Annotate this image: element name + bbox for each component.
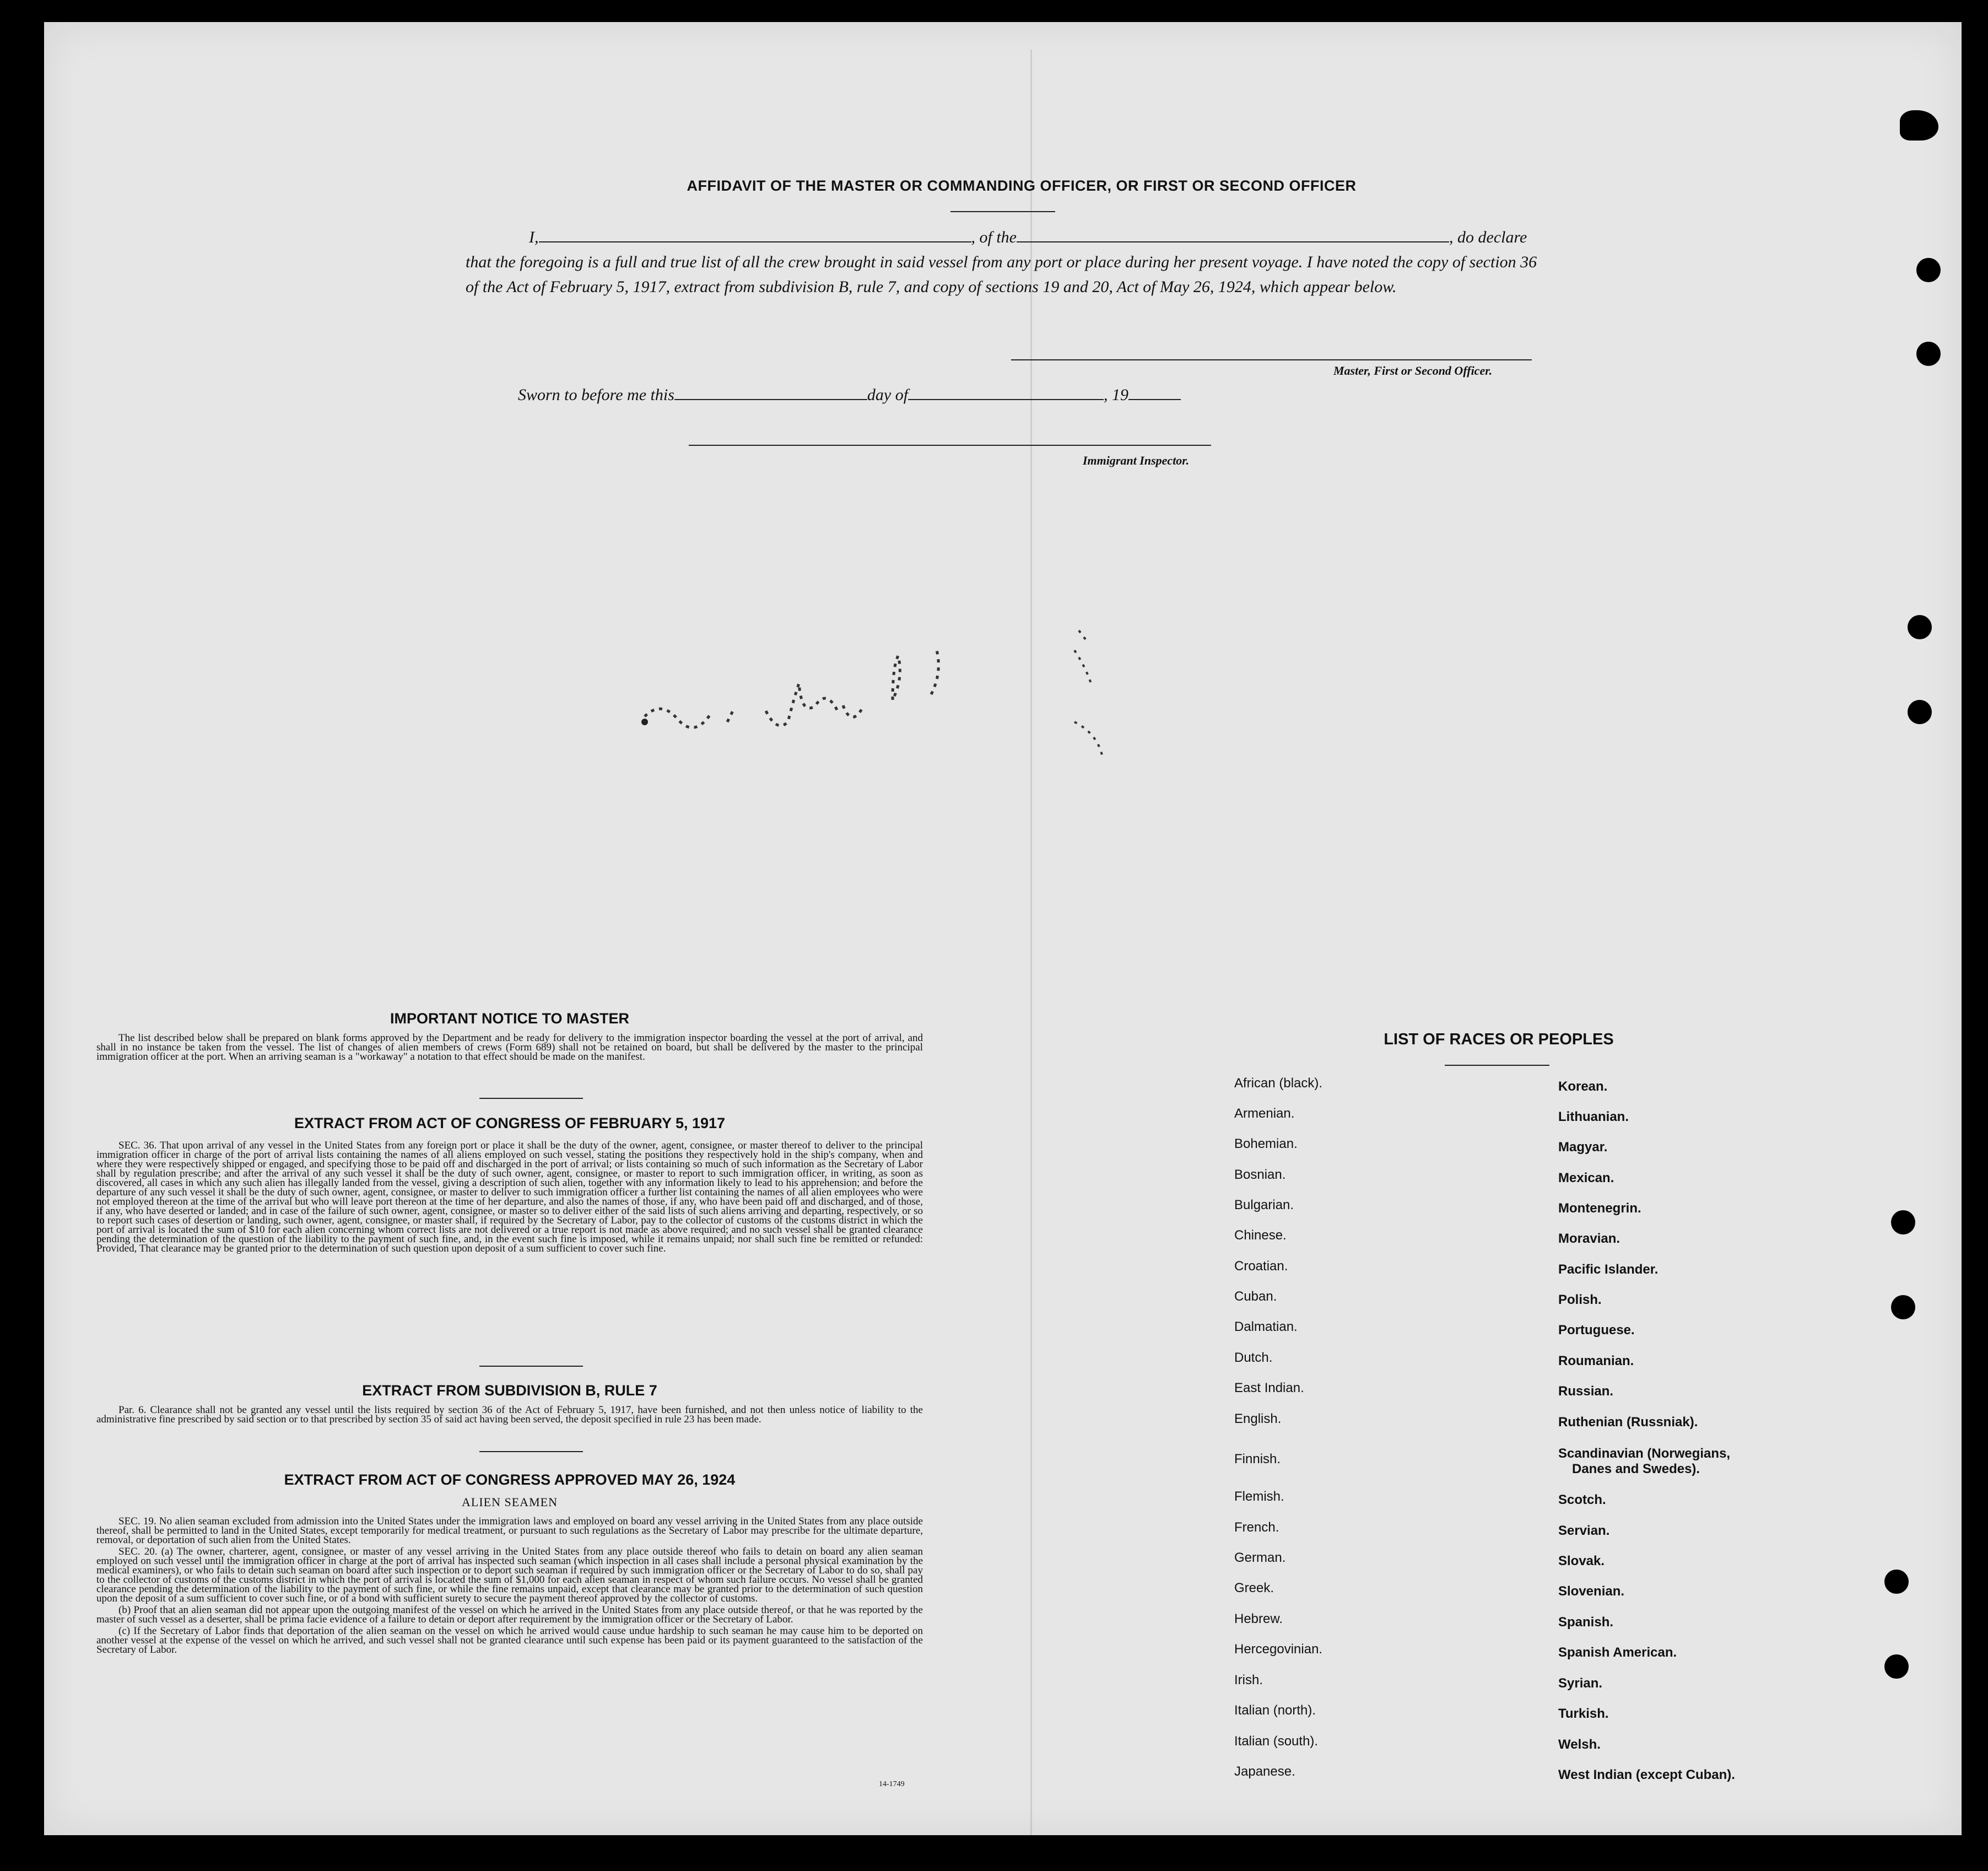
inspector-signature-line[interactable] (689, 445, 1211, 446)
rule-7-body (96, 1405, 923, 1426)
section-divider (479, 1451, 583, 1452)
sworn-day-field[interactable] (674, 386, 867, 400)
alien-seamen-subheading: ALIEN SEAMEN (462, 1495, 558, 1509)
race-right-item: Welsh. (1558, 1737, 1601, 1752)
officer-signature-line[interactable] (1011, 359, 1532, 360)
race-right-item: Lithuanian. (1558, 1109, 1629, 1124)
extract-1924-body (96, 1517, 923, 1657)
race-right-item: Polish. (1558, 1292, 1602, 1307)
sworn-line (518, 386, 1181, 405)
punch-hole (1891, 1295, 1915, 1319)
affidavit-statement: that the foregoing is a full and true list of all the crew brought in said vessel from any port or place during her present voyage. I have noted the copy of section 36 of the Act of February 5, 1917, extract from subdivision B, rule 7, and copy of sections 19 and 20, Act of May 26, 1924, which appear below. (466, 253, 1537, 296)
race-right-item: Scandinavian (Norwegians, (1558, 1446, 1731, 1461)
race-left-item: Flemish. (1234, 1489, 1284, 1504)
race-right-item: Spanish. (1558, 1615, 1614, 1630)
race-right-item: Korean. (1558, 1079, 1608, 1094)
declarant-name-field[interactable] (539, 228, 971, 242)
declare-suffix: , do declare (1449, 228, 1527, 246)
race-left-item: Dutch. (1234, 1350, 1273, 1365)
punch-hole (1908, 615, 1932, 639)
race-right-item: Pacific Islander. (1558, 1262, 1659, 1277)
race-left-item: Cuban. (1234, 1289, 1277, 1304)
faint-handwritten-signature (634, 628, 1130, 876)
race-right-item: Roumanian. (1558, 1354, 1634, 1368)
punch-hole (1916, 258, 1941, 282)
vessel-name-field[interactable] (1017, 228, 1449, 242)
race-left-item: Bohemian. (1234, 1136, 1298, 1151)
race-right-item: Slovak. (1558, 1554, 1605, 1568)
affidavit-title: AFFIDAVIT OF THE MASTER OR COMMANDING OFFICER, OR FIRST OR SECOND OFFICER (687, 177, 1357, 194)
race-left-item: Armenian. (1234, 1106, 1295, 1121)
section-20c-paragraph: (c) If the Secretary of Labor finds that deportation of the alien seaman on the vessel on which he arrived would cause undue hardship to such seaman he may cause him to be deported on another vessel at the expense of the vessel on which he arrived, and such vessel shall not be granted clearance until such expense has been paid or its payment guaranteed to the satisfaction of the Secretary of Labor. (96, 1625, 923, 1656)
race-right-item: Russian. (1558, 1384, 1614, 1399)
officer-signature-label: Master, First or Second Officer. (1333, 364, 1493, 378)
extract-1917-heading: EXTRACT FROM ACT OF CONGRESS OF FEBRUARY 5, 1917 (294, 1115, 726, 1131)
race-left-item: Japanese. (1234, 1764, 1295, 1779)
section-divider (479, 1366, 583, 1367)
sworn-month-field[interactable] (908, 386, 1104, 400)
race-left-item: German. (1234, 1550, 1286, 1565)
race-left-item: Italian (north). (1234, 1703, 1316, 1718)
fold-crease (1030, 50, 1032, 1835)
race-right-item: Montenegrin. (1558, 1201, 1641, 1216)
race-right-item: Spanish American. (1558, 1645, 1677, 1660)
race-left-item: Chinese. (1234, 1228, 1287, 1243)
race-left-item: Bosnian. (1234, 1167, 1286, 1182)
extract-1924-heading: EXTRACT FROM ACT OF CONGRESS APPROVED MAY 26, 1924 (284, 1471, 736, 1488)
punch-hole (1884, 1654, 1909, 1679)
race-right-item: West Indian (except Cuban). (1558, 1767, 1735, 1782)
day-of-label: day of (867, 386, 909, 404)
race-right-item: Moravian. (1558, 1231, 1620, 1246)
races-heading-underline (1445, 1065, 1549, 1066)
race-right-item: Danes and Swedes). (1572, 1462, 1700, 1476)
punch-hole (1891, 1210, 1915, 1234)
declaration-line (466, 225, 1540, 250)
race-right-item: Turkish. (1558, 1706, 1609, 1721)
declarant-prefix: I, (529, 228, 539, 246)
extract-1917-body (96, 1141, 923, 1255)
race-left-item: Croatian. (1234, 1259, 1288, 1274)
race-right-item: Servian. (1558, 1523, 1610, 1538)
section-36-paragraph: SEC. 36. That upon arrival of any vessel in the United States from any foreign port or place it shall be the duty of the owner, agent, consignee, or master thereof to deliver to the principal immigration officer in charge of the port of arrival lists containing the names of all aliens employed on such vessel, stating the positions they respectively hold in the ship's company, when and where they were respectively shipped or engaged, and specifying those to be paid off and discharged in the port of arrival; or lists containing so much of such information as the Secretary of Labor shall by regulation prescribe; and after the arrival of any such vessel it shall be the duty of such owner, agent, consignee, or master to report to such immigration officer, in writing, as soon as discovered, all cases in which any such alien has illegally landed from the vessel, giving a description of such alien, together with any information likely to lead to his apprehension; and before the departure of any such vessel it shall be the duty of such owner, agent, consignee, or master to deliver to such immigration officer a further list containing the names of all alien employees who were not employed thereon at the time of the arrival but who will leave port thereon at the time of her departure, and also the names of those, if any, who have been paid off and discharged, and of those, if any, who have deserted or landed; and in case of the failure of such owner, agent, consignee, or master so to deliver either of the said lists of such aliens arriving and departing, respectively, or so to report such cases of desertion or landing, such owner, agent, consignee, or master shall, if required by the Secretary of Labor, pay to the collector of customs of the customs district in which the port of arrival is located the sum of $10 for each alien concerning whom correct lists are not delivered or a true report is not made as above required; and no such vessel shall be granted clearance pending the determination of the question of the liability to the payment of such fine, and, in the event such fine is imposed, while it remains unpaid; nor shall such fine be remitted or refunded: Provided, That clearance may be granted prior to the determination of such question upon deposit of a sum sufficient to cover such fine. (96, 1140, 923, 1254)
section-20a-paragraph: SEC. 20. (a) The owner, charterer, agent, consignee, or master of any vessel arriving in the United States from any place outside thereof who fails to detain on board any alien seaman employed on such vessel until the immigration officer in charge at the port of arrival has inspected such seaman (which inspection in all cases shall include a personal physical examination by the medical examiners), or who fails to detain such seaman on board after such inspection or to deport such seaman if required by such immigration officer or the Secretary of Labor to do so, shall pay to the collector of customs of the customs district in which the port of arrival is located the sum of $1,000 for each alien seaman in respect of whom such failure occurs. No vessel shall be granted clearance pending the determination of the liability to the payment of such fine, or while the fine remains unpaid, except that clearance may be granted prior to the determination of such question upon the deposit of a sum sufficient to cover such fine, or of a bond with sufficient surety to secure the payment thereof approved by the collector of customs. (96, 1546, 923, 1604)
section-20b-paragraph: (b) Proof that an alien seaman did not appear upon the outgoing manifest of the vessel on which he arrived in the United States from any place outside thereof, or that he was reported by the master of such vessel as a deserter, shall be prima facie evidence of a failure to detain or deport after requirement by the immigration officer or the Secretary of Labor. (96, 1604, 923, 1625)
race-left-item: Dalmatian. (1234, 1319, 1298, 1334)
notice-heading: IMPORTANT NOTICE TO MASTER (390, 1010, 629, 1027)
race-right-item: Ruthenian (Russniak). (1558, 1415, 1698, 1430)
race-left-item: French. (1234, 1520, 1279, 1535)
race-left-item: African (black). (1234, 1076, 1323, 1091)
race-left-item: Hercegovinian. (1234, 1642, 1323, 1657)
section-19-paragraph: SEC. 19. No alien seaman excluded from admission into the United States under the immigration laws and employed on board any vessel arriving in the United States from any place outside thereof, shall be permitted to land in the United States, except temporarily for medical treatment, or pursuant to such regulations as the Secretary of Labor may prescribe for the ultimate departure, removal, or deportation of such alien from the United States. (96, 1516, 923, 1546)
race-right-item: Magyar. (1558, 1140, 1608, 1155)
race-left-item: Italian (south). (1234, 1734, 1319, 1749)
notice-paragraph: The list described below shall be prepared on blank forms approved by the Department and be ready for delivery to the immigration inspector boarding the vessel at the port of arrival, and shall in no instance be taken from the vessel. The list of changes of alien members of crews (Form 689) shall not be retained on board, but shall be delivered by the master to the principal immigration officer at the port. When an arriving seaman is a "workaway" a notation to that effect should be made on the manifest. (96, 1032, 923, 1063)
race-right-item: Slovenian. (1558, 1584, 1625, 1599)
rule-7-heading: EXTRACT FROM SUBDIVISION B, RULE 7 (362, 1382, 657, 1399)
notice-body (96, 1033, 923, 1064)
race-left-item: Finnish. (1234, 1452, 1281, 1466)
race-left-item: East Indian. (1234, 1381, 1304, 1395)
race-left-item: Bulgarian. (1234, 1198, 1294, 1212)
punch-hole (1916, 342, 1941, 366)
race-left-item: Greek. (1234, 1581, 1274, 1595)
punch-hole (1884, 1570, 1909, 1594)
races-heading: LIST OF RACES OR PEOPLES (1384, 1031, 1614, 1048)
vessel-prefix: , of the (971, 228, 1017, 246)
sworn-year-field[interactable] (1128, 386, 1181, 400)
race-left-item: Irish. (1234, 1673, 1263, 1687)
punch-hole (1908, 700, 1932, 724)
sworn-prefix: Sworn to before me this (518, 386, 674, 404)
race-left-item: Hebrew. (1234, 1611, 1283, 1626)
race-right-item: Portuguese. (1558, 1323, 1635, 1338)
race-left-item: English. (1234, 1411, 1282, 1426)
year-prefix: , 19 (1104, 386, 1129, 404)
form-number: 14-1749 (879, 1780, 905, 1788)
race-right-item: Mexican. (1558, 1171, 1614, 1185)
race-right-item: Scotch. (1558, 1492, 1606, 1507)
inspector-signature-label: Immigrant Inspector. (1083, 454, 1190, 467)
rule-7-paragraph: Par. 6. Clearance shall not be granted any vessel until the lists required by section 36 of the Act of February 5, 1917, have been furnished, and not then unless notice of liability to the administrative fine prescribed by said section or to that prescribed by section 35 of said act having been served, the deposit specified in rule 23 has been made. (96, 1404, 923, 1425)
affidavit-body (466, 225, 1540, 299)
race-right-item: Syrian. (1558, 1676, 1603, 1691)
title-underline (950, 211, 1055, 212)
section-divider (479, 1098, 583, 1099)
